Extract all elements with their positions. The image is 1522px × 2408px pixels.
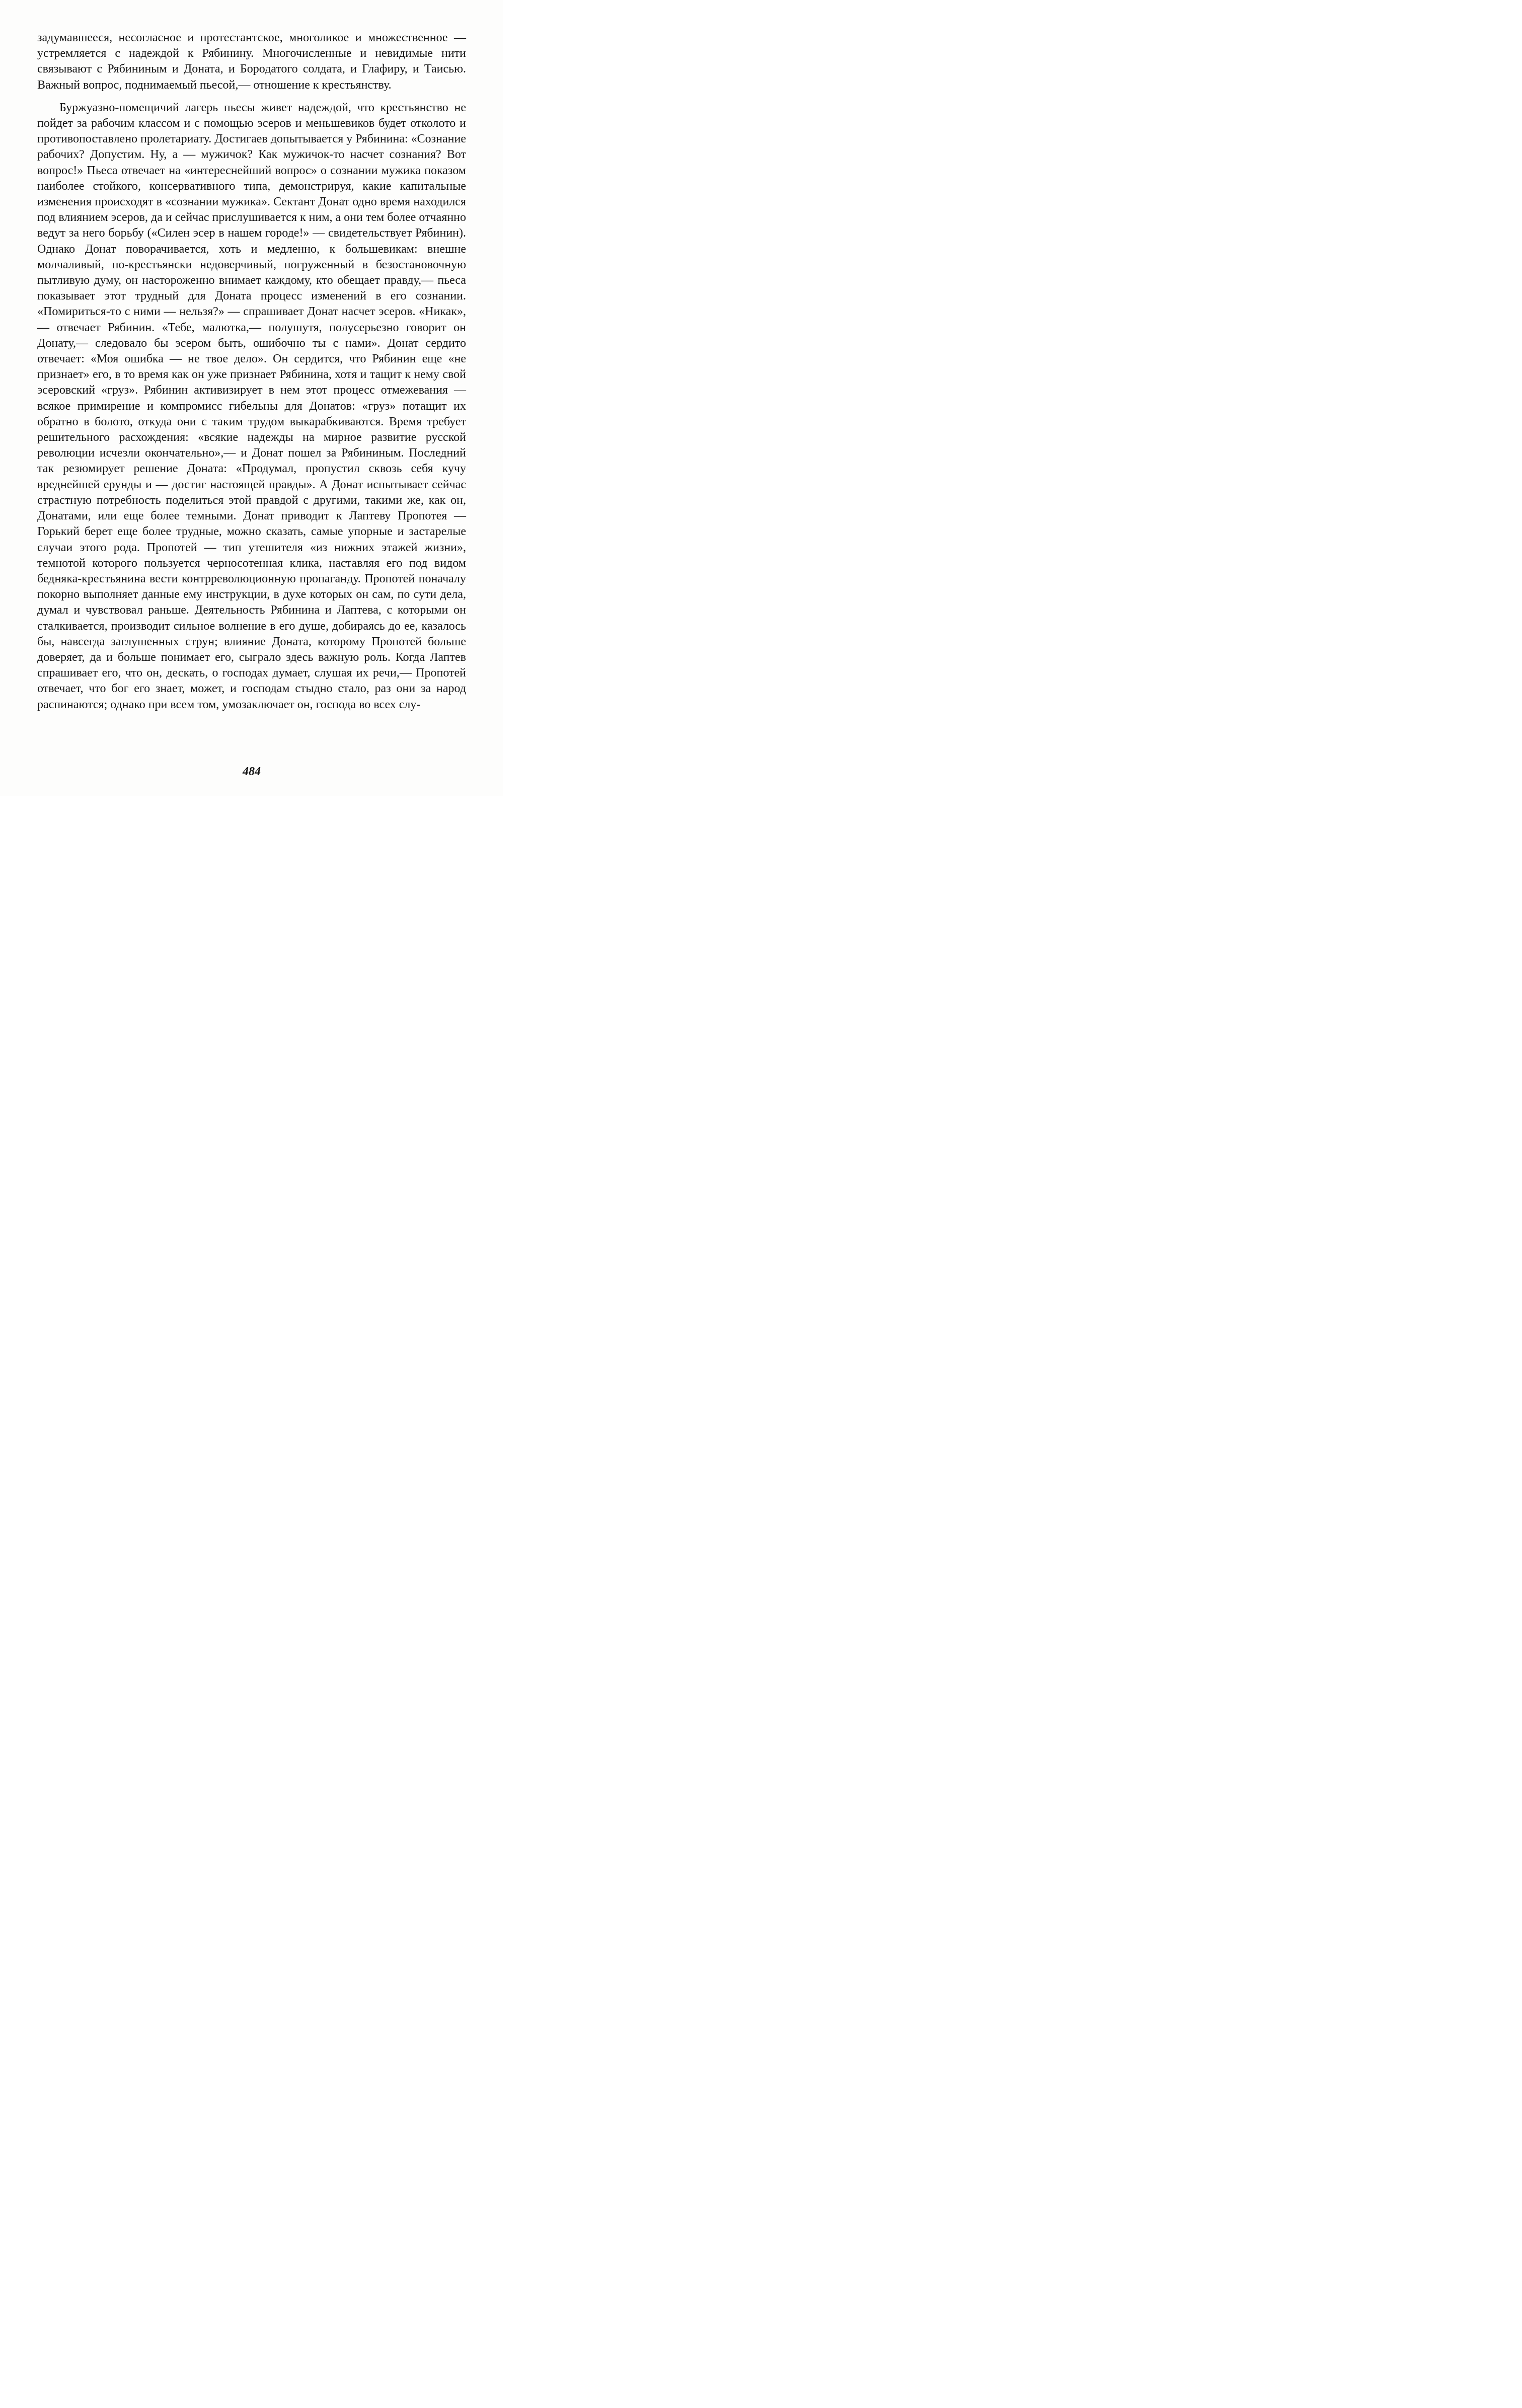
page-number: 484 [243, 765, 261, 778]
body-text [37, 30, 466, 720]
paragraph-2: Буржуазно-помещичий лагерь пьесы живет надеждой, что крестьянство не пойдет за рабочим классом и с помощью эсеров и меньшевиков будет отколото и противопоставлено пролетариату. Достигаев допытывается у Рябинина: «Сознание рабочих? Допустим. Ну, а — мужичок? Как мужичок-то насчет сознания? Вот вопрос!» Пьеса отвечает на «интереснейший вопрос» о сознании мужика показом наиболее стойкого, консервативного типа, демонстрируя, какие капитальные изменения происходят в «сознании мужика». Сектант Донат одно время находился под влиянием эсеров, да и сейчас прислушивается к ним, а они тем более отчаянно ведут за него борьбу («Силен эсер в нашем городе!» — свидетельствует Рябинин). Однако Донат поворачивается, хоть и медленно, к большевикам: внешне молчаливый, по-крестьянски недоверчивый, погруженный в безостановочную пытливую думу, он настороженно внимает каждому, кто обещает правду,— пьеса показывает этот трудный для Доната процесс изменений в его сознании. «Помириться-то с ними — нельзя?» — спрашивает Донат насчет эсеров. «Никак»,— отвечает Рябинин. «Тебе, малютка,— полушутя, полусерьезно говорит он Донату,— следовало бы эсером быть, ошибочно ты с нами». Донат сердито отвечает: «Моя ошибка — не твое дело». Он сердится, что Рябинин еще «не признает» его, в то время как он уже признает Рябинина, хотя и тащит к нему свой эсеровский «груз». Рябинин активизирует в нем этот процесс отмежевания — всякое примирение и компромисс гибельны для Донатов: «груз» потащит их обратно в болото, откуда они с таким трудом выкарабкиваются. Время требует решительного расхождения: «всякие надежды на мирное развитие русской революции исчезли окончательно»,— и Донат пошел за Рябининым. Последний так резюмирует решение Доната: «Продумал, пропустил сквозь себя кучу вреднейшей ерунды и — достиг настоящей правды». А Донат испытывает сейчас страстную потребность поделиться этой правдой с другими, такими же, как он, Донатами, или еще более темными. Донат приводит к Лаптеву Пропотея — Горький берет еще более трудные, можно сказать, самые упорные и застарелые случаи этого рода. Пропотей — тип утешителя «из нижних этажей жизни», темнотой которого пользуется черносотенная клика, наставляя его под видом бедняка-крестьянина вести контрреволюционную пропаганду. Пропотей поначалу покорно выполняет данные ему инструкции, в духе которых он сам, по сути дела, думал и чувствовал раньше. Деятельность Рябинина и Лаптева, с которыми он сталкивается, производит сильное волнение в его душе, добираясь до ее, казалось бы, навсегда заглушенных струн; влияние Доната, которому Пропотей больше доверяет, да и больше понимает его, сыграло здесь важную роль. Когда Лаптев спрашивает его, что он, дескать, о господах думает, слушая их речи,— Пропотей отвечает, что бог его знает, может, и господам стыдно стало, раз они за народ распинаются; однако при всем том, умозаключает он, господа во всех слу- [37, 101, 466, 711]
paragraph-1: задумавшееся, несогласное и протестантское, многоликое и множественное — устремляется с надеждой к Рябинину. Многочисленные и невидимые нити связывают с Рябининым и Доната, и Бородатого солдата, и Глафиру, и Таисью. Важный вопрос, поднимаемый пьесой,— отношение к крестьянству. [37, 31, 466, 92]
book-page [0, 0, 503, 796]
